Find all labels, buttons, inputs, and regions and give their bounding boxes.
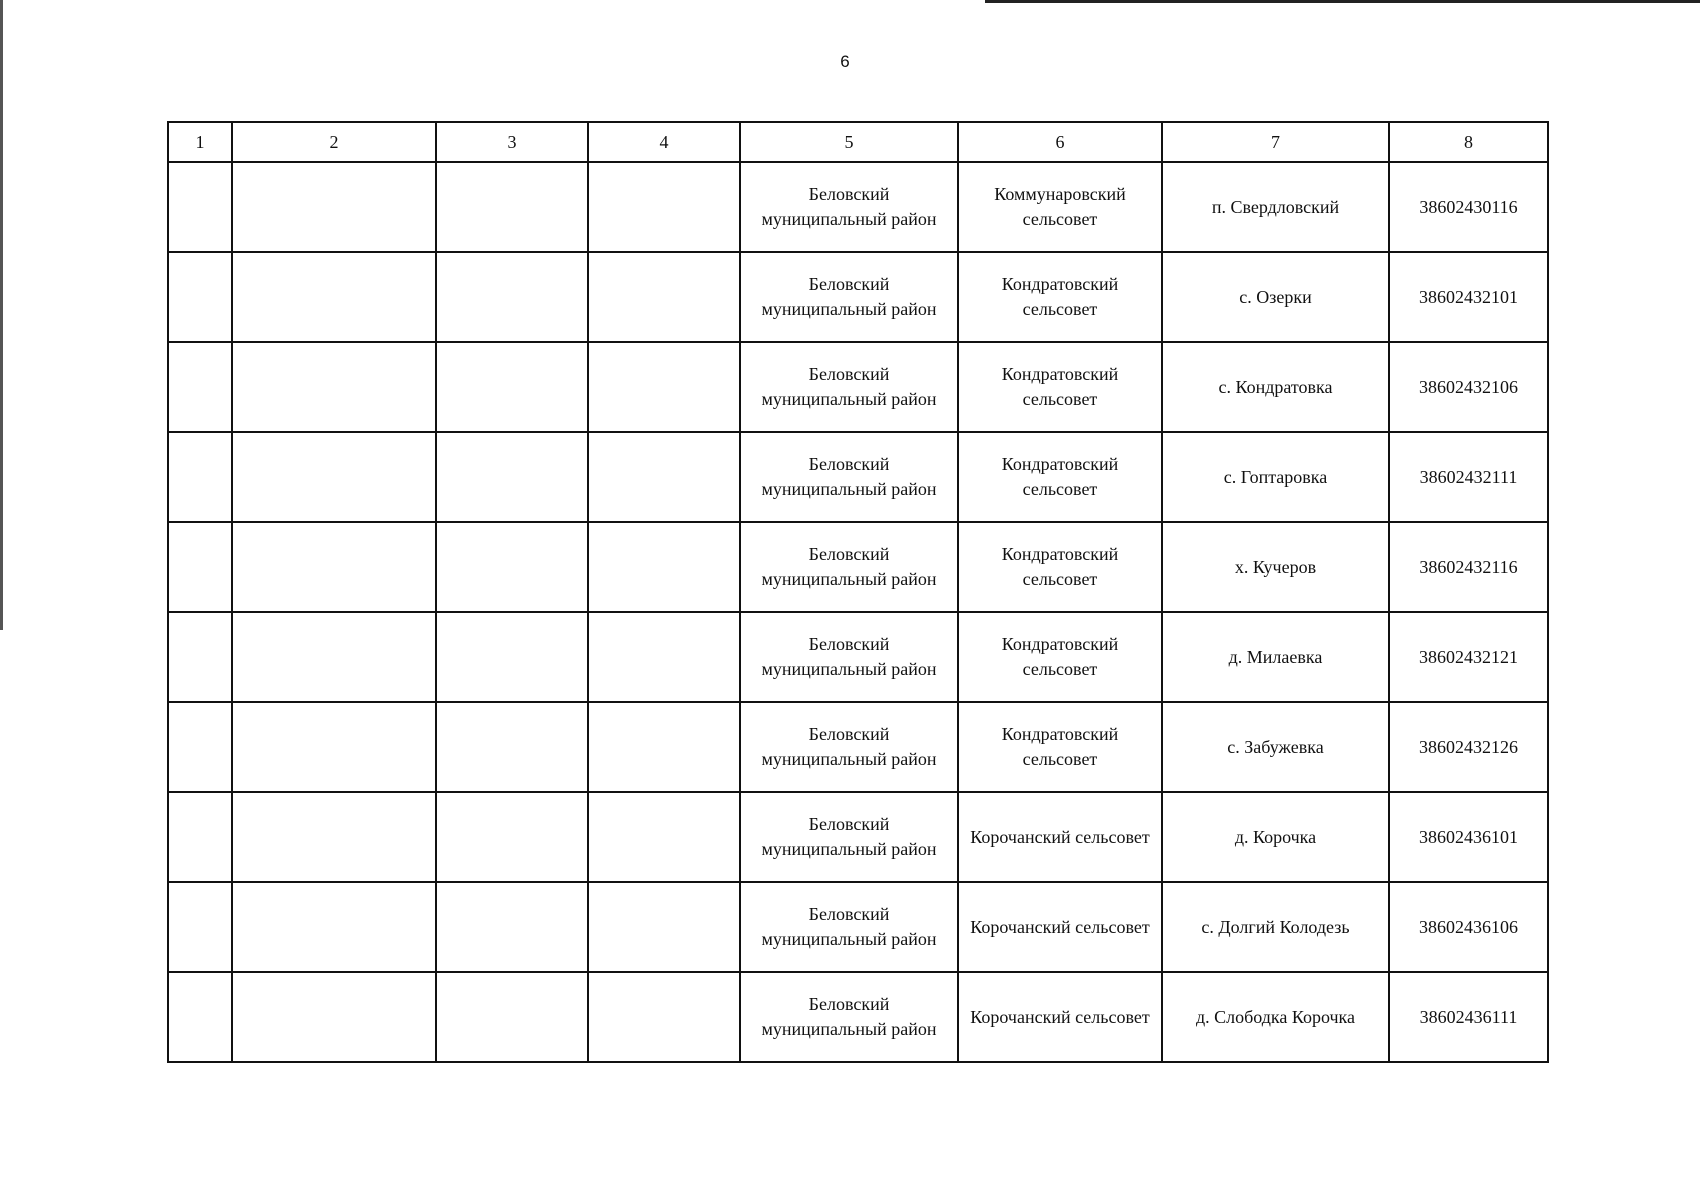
cell-settlement: п. Свердловский: [1162, 162, 1389, 252]
page-number: 6: [840, 52, 850, 71]
cell-col-1: [168, 522, 232, 612]
cell-col-2: [232, 522, 436, 612]
cell-district: Беловский муниципальный район: [740, 522, 958, 612]
cell-council: Кондратовский сельсовет: [958, 702, 1162, 792]
cell-code: 38602432126: [1389, 702, 1548, 792]
column-header-5: 5: [740, 122, 958, 162]
table-row: [168, 432, 1548, 522]
cell-col-3: [436, 882, 588, 972]
table-row: [168, 612, 1548, 702]
cell-col-3: [436, 612, 588, 702]
table-header: [168, 122, 1548, 162]
cell-col-3: [436, 342, 588, 432]
cell-col-3: [436, 432, 588, 522]
cell-col-2: [232, 882, 436, 972]
header-row: [168, 122, 1548, 162]
cell-code: 38602432111: [1389, 432, 1548, 522]
cell-council: Кондратовский сельсовет: [958, 522, 1162, 612]
column-header-4: 4: [588, 122, 740, 162]
cell-col-4: [588, 252, 740, 342]
cell-col-2: [232, 792, 436, 882]
cell-code: 38602436111: [1389, 972, 1548, 1062]
cell-col-3: [436, 252, 588, 342]
table-row: [168, 702, 1548, 792]
cell-col-1: [168, 162, 232, 252]
cell-col-3: [436, 972, 588, 1062]
column-header-6: 6: [958, 122, 1162, 162]
cell-district: Беловский муниципальный район: [740, 612, 958, 702]
scan-edge-line-top: [985, 0, 1700, 3]
cell-col-3: [436, 702, 588, 792]
cell-col-4: [588, 702, 740, 792]
cell-settlement: х. Кучеров: [1162, 522, 1389, 612]
cell-col-4: [588, 972, 740, 1062]
cell-district: Беловский муниципальный район: [740, 882, 958, 972]
column-header-2: 2: [232, 122, 436, 162]
cell-code: 38602432106: [1389, 342, 1548, 432]
cell-col-1: [168, 702, 232, 792]
cell-code: 38602432121: [1389, 612, 1548, 702]
cell-council: Кондратовский сельсовет: [958, 252, 1162, 342]
cell-code: 38602432101: [1389, 252, 1548, 342]
cell-settlement: с. Гоптаровка: [1162, 432, 1389, 522]
cell-council: Коммунаровский сельсовет: [958, 162, 1162, 252]
table-row: [168, 522, 1548, 612]
cell-col-4: [588, 162, 740, 252]
table-row: [168, 882, 1548, 972]
cell-col-3: [436, 162, 588, 252]
cell-col-1: [168, 342, 232, 432]
cell-district: Беловский муниципальный район: [740, 342, 958, 432]
table-row: [168, 342, 1548, 432]
cell-col-4: [588, 342, 740, 432]
cell-district: Беловский муниципальный район: [740, 972, 958, 1062]
cell-code: 38602436101: [1389, 792, 1548, 882]
cell-settlement: с. Забужевка: [1162, 702, 1389, 792]
cell-col-1: [168, 792, 232, 882]
cell-col-3: [436, 522, 588, 612]
cell-council: Корочанский сельсовет: [958, 972, 1162, 1062]
column-header-1: 1: [168, 122, 232, 162]
cell-council: Корочанский сельсовет: [958, 882, 1162, 972]
column-header-7: 7: [1162, 122, 1389, 162]
table-row: [168, 252, 1548, 342]
cell-settlement: с. Кондратовка: [1162, 342, 1389, 432]
cell-col-2: [232, 972, 436, 1062]
cell-col-2: [232, 702, 436, 792]
cell-col-4: [588, 522, 740, 612]
cell-col-4: [588, 792, 740, 882]
table-row: [168, 162, 1548, 252]
register-table: [167, 121, 1549, 1063]
cell-col-1: [168, 612, 232, 702]
column-header-3: 3: [436, 122, 588, 162]
cell-col-1: [168, 432, 232, 522]
cell-settlement: д. Милаевка: [1162, 612, 1389, 702]
cell-col-2: [232, 252, 436, 342]
cell-council: Кондратовский сельсовет: [958, 612, 1162, 702]
cell-col-2: [232, 162, 436, 252]
cell-col-3: [436, 792, 588, 882]
cell-col-2: [232, 612, 436, 702]
cell-settlement: с. Озерки: [1162, 252, 1389, 342]
cell-district: Беловский муниципальный район: [740, 702, 958, 792]
cell-code: 38602436106: [1389, 882, 1548, 972]
cell-col-2: [232, 432, 436, 522]
cell-district: Беловский муниципальный район: [740, 792, 958, 882]
cell-col-4: [588, 432, 740, 522]
scan-edge-line-left: [0, 0, 3, 630]
cell-district: Беловский муниципальный район: [740, 432, 958, 522]
cell-col-4: [588, 612, 740, 702]
cell-district: Беловский муниципальный район: [740, 162, 958, 252]
cell-settlement: д. Корочка: [1162, 792, 1389, 882]
cell-code: 38602430116: [1389, 162, 1548, 252]
cell-settlement: д. Слободка Корочка: [1162, 972, 1389, 1062]
table-row: [168, 972, 1548, 1062]
cell-col-2: [232, 342, 436, 432]
cell-council: Кондратовский сельсовет: [958, 432, 1162, 522]
table-row: [168, 792, 1548, 882]
cell-council: Кондратовский сельсовет: [958, 342, 1162, 432]
cell-council: Корочанский сельсовет: [958, 792, 1162, 882]
cell-code: 38602432116: [1389, 522, 1548, 612]
cell-col-1: [168, 252, 232, 342]
cell-settlement: с. Долгий Колодезь: [1162, 882, 1389, 972]
column-header-8: 8: [1389, 122, 1548, 162]
cell-col-1: [168, 972, 232, 1062]
cell-district: Беловский муниципальный район: [740, 252, 958, 342]
cell-col-4: [588, 882, 740, 972]
cell-col-1: [168, 882, 232, 972]
table-body: [168, 162, 1548, 1062]
